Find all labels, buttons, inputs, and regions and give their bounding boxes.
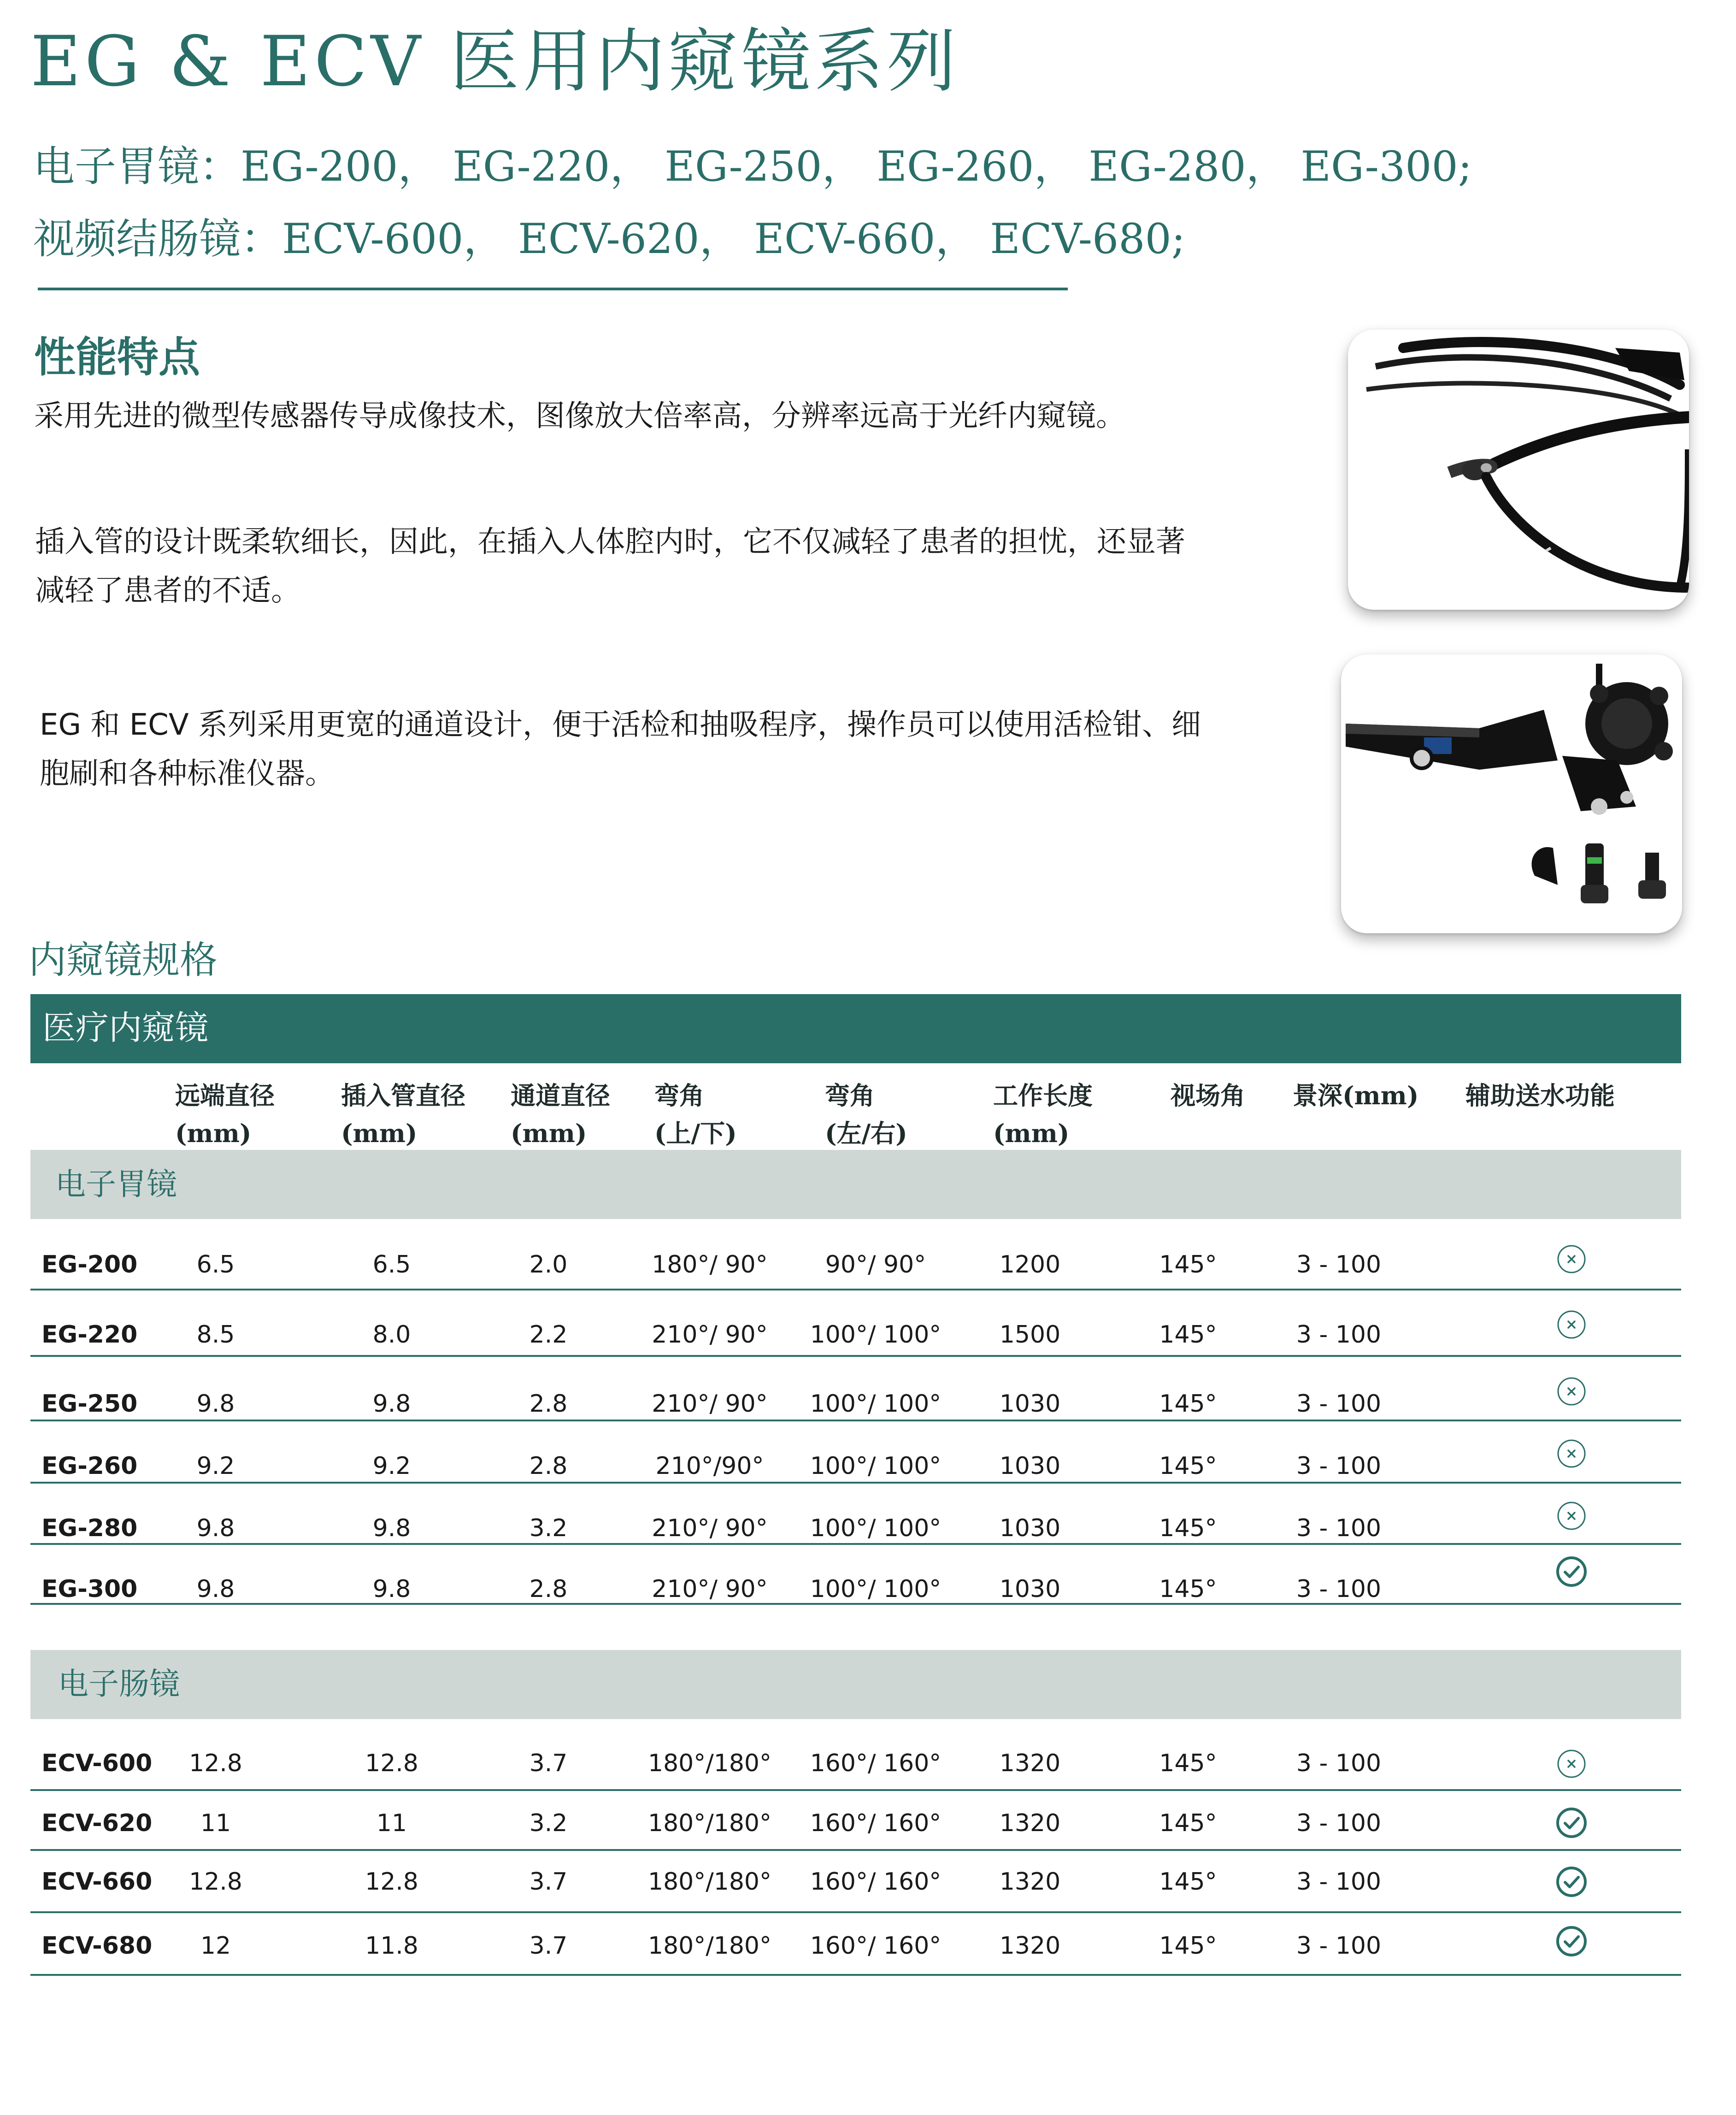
specs-category-label: 医疗内窥镜 xyxy=(42,1008,209,1047)
cell-distal: 9.8 xyxy=(196,1575,235,1603)
cell-fov: 145° xyxy=(1159,1514,1217,1542)
gastroscope-models: 电子胃镜：EG-200， EG-220， EG-250， EG-260， EG-280， EG-300; xyxy=(33,142,1472,191)
row-divider xyxy=(30,1974,1681,1976)
col-header-line-1: 远端直径 xyxy=(175,1081,275,1110)
cell-dof: 3 - 100 xyxy=(1296,1575,1382,1603)
cell-angle-lr: 100°/ 100° xyxy=(810,1390,942,1418)
group-band-gastroscope xyxy=(30,1150,1681,1219)
col-header-line-2: (上/下) xyxy=(654,1119,737,1148)
row-divider xyxy=(30,1603,1681,1605)
cell-insertion: 11.8 xyxy=(365,1932,418,1960)
col-header-angle-left-right xyxy=(825,1077,907,1152)
model-name: EG-220 xyxy=(41,1321,138,1349)
x-circle-icon xyxy=(1555,1243,1588,1275)
cell-angle-ud: 210°/ 90° xyxy=(652,1390,768,1418)
group-label-gastroscope: 电子胃镜 xyxy=(55,1166,177,1202)
cell-fov: 145° xyxy=(1159,1575,1217,1603)
cell-channel: 2.8 xyxy=(529,1575,568,1603)
cell-angle-lr: 90°/ 90° xyxy=(825,1251,926,1278)
col-header-channel-diameter xyxy=(511,1077,610,1152)
cell-length: 1030 xyxy=(999,1452,1061,1480)
cell-insertion: 6.5 xyxy=(372,1251,411,1278)
cell-dof: 3 - 100 xyxy=(1296,1932,1382,1960)
cell-angle-ud: 180°/ 90° xyxy=(652,1251,768,1278)
model-name: EG-300 xyxy=(41,1575,138,1603)
cell-angle-ud: 180°/180° xyxy=(647,1809,772,1837)
model-name: ECV-680 xyxy=(41,1932,153,1960)
cell-distal: 12 xyxy=(200,1932,231,1960)
cell-dof: 3 - 100 xyxy=(1296,1750,1382,1777)
coiled-insertion-tube-illustration xyxy=(1348,330,1689,610)
cell-channel: 3.7 xyxy=(529,1868,568,1896)
cell-angle-ud: 210°/ 90° xyxy=(652,1321,768,1349)
model-name: ECV-660 xyxy=(41,1868,153,1896)
specs-category-bar xyxy=(30,994,1681,1063)
endoscope-coiled-tube-photo xyxy=(1348,330,1689,610)
cell-dof: 3 - 100 xyxy=(1296,1514,1382,1542)
cell-insertion: 9.2 xyxy=(372,1452,411,1480)
col-header-line-2: (mm) xyxy=(175,1119,252,1148)
group-band-colonoscope xyxy=(30,1650,1681,1719)
cell-fov: 145° xyxy=(1159,1809,1217,1837)
cell-distal: 9.2 xyxy=(196,1452,235,1480)
cell-angle-lr: 160°/ 160° xyxy=(810,1809,942,1837)
cell-length: 1320 xyxy=(999,1932,1061,1960)
row-divider xyxy=(30,1289,1681,1290)
col-header-line-2: (mm) xyxy=(341,1119,418,1148)
cell-insertion: 9.8 xyxy=(372,1575,411,1603)
col-header-water-jet xyxy=(1465,1077,1615,1114)
cell-dof: 3 - 100 xyxy=(1296,1321,1382,1349)
cell-distal: 8.5 xyxy=(196,1321,235,1349)
cell-dof: 3 - 100 xyxy=(1296,1452,1382,1480)
cell-length: 1030 xyxy=(999,1514,1061,1542)
cell-angle-lr: 100°/ 100° xyxy=(810,1321,942,1349)
cell-angle-ud: 180°/180° xyxy=(647,1932,772,1960)
cell-channel: 2.0 xyxy=(529,1251,568,1278)
cell-fov: 145° xyxy=(1159,1868,1217,1896)
cell-fov: 145° xyxy=(1159,1750,1217,1777)
cell-dof: 3 - 100 xyxy=(1296,1390,1382,1418)
feature-paragraph-2 xyxy=(35,518,1185,615)
control-handle-illustration xyxy=(1341,654,1682,933)
feature-paragraph-1-line-1: 采用先进的微型传感器传导成像技术，图像放大倍率高，分辨率远高于光纤内窥镜。 xyxy=(34,399,1125,433)
cell-length: 1200 xyxy=(999,1251,1061,1278)
feature-paragraph-2-line-2: 减轻了患者的不适。 xyxy=(35,574,300,608)
row-divider xyxy=(30,1355,1681,1357)
cell-insertion: 9.8 xyxy=(372,1514,411,1542)
cell-angle-lr: 160°/ 160° xyxy=(810,1868,942,1896)
cell-distal: 12.8 xyxy=(189,1868,242,1896)
cell-angle-lr: 100°/ 100° xyxy=(810,1575,942,1603)
cell-insertion: 12.8 xyxy=(365,1750,418,1777)
cell-channel: 3.7 xyxy=(529,1750,568,1777)
col-header-distal-diameter xyxy=(175,1077,275,1152)
x-circle-icon xyxy=(1555,1748,1588,1780)
row-divider xyxy=(30,1849,1681,1851)
cell-insertion: 9.8 xyxy=(372,1390,411,1418)
cell-angle-lr: 100°/ 100° xyxy=(810,1452,942,1480)
cell-length: 1320 xyxy=(999,1868,1061,1896)
cell-dof: 3 - 100 xyxy=(1296,1251,1382,1278)
row-divider xyxy=(30,1482,1681,1484)
cell-fov: 145° xyxy=(1159,1932,1217,1960)
feature-paragraph-3-line-1: EG 和 ECV 系列采用更宽的通道设计，便于活检和抽吸程序，操作员可以使用活检钳、细 xyxy=(40,708,1201,742)
cell-angle-ud: 180°/180° xyxy=(647,1750,772,1777)
col-header-line-1: 弯角 xyxy=(654,1081,704,1110)
col-header-line-1: 辅助送水功能 xyxy=(1465,1081,1615,1110)
check-circle-icon xyxy=(1555,1807,1588,1839)
row-divider xyxy=(30,1420,1681,1421)
cell-fov: 145° xyxy=(1159,1452,1217,1480)
col-header-angle-up-down xyxy=(654,1077,737,1152)
col-header-line-1: 景深(mm) xyxy=(1293,1081,1419,1110)
cell-distal: 9.8 xyxy=(196,1514,235,1542)
cell-fov: 145° xyxy=(1159,1321,1217,1349)
x-circle-icon xyxy=(1555,1375,1588,1408)
col-header-line-1: 插入管直径 xyxy=(341,1081,465,1110)
cell-dof: 3 - 100 xyxy=(1296,1809,1382,1837)
col-header-line-1: 视场角 xyxy=(1171,1081,1245,1110)
feature-paragraph-1 xyxy=(34,392,1125,441)
cell-distal: 6.5 xyxy=(196,1251,235,1278)
cell-angle-ud: 210°/ 90° xyxy=(652,1575,768,1603)
model-name: EG-260 xyxy=(41,1452,138,1480)
cell-angle-lr: 160°/ 160° xyxy=(810,1750,942,1777)
cell-channel: 2.8 xyxy=(529,1390,568,1418)
page-title: EG & ECV 医用内窥镜系列 xyxy=(30,22,960,102)
cell-angle-lr: 160°/ 160° xyxy=(810,1932,942,1960)
cell-channel: 3.2 xyxy=(529,1514,568,1542)
col-header-depth-of-field xyxy=(1293,1077,1418,1114)
cell-channel: 2.2 xyxy=(529,1321,568,1349)
col-header-line-1: 弯角 xyxy=(825,1081,875,1110)
col-header-field-of-view xyxy=(1171,1077,1245,1114)
cell-distal: 12.8 xyxy=(189,1750,242,1777)
cell-distal: 11 xyxy=(200,1809,231,1837)
cell-channel: 3.2 xyxy=(529,1809,568,1837)
cell-angle-ud: 180°/180° xyxy=(647,1868,772,1896)
colonoscope-models: 视频结肠镜：ECV-600， ECV-620， ECV-660， ECV-680; xyxy=(33,215,1186,263)
cell-distal: 9.8 xyxy=(196,1390,235,1418)
cell-insertion: 11 xyxy=(376,1809,407,1837)
cell-length: 1320 xyxy=(999,1750,1061,1777)
check-circle-icon xyxy=(1555,1925,1588,1957)
x-circle-icon xyxy=(1555,1437,1588,1470)
row-divider xyxy=(30,1543,1681,1545)
cell-channel: 2.8 xyxy=(529,1452,568,1480)
feature-paragraph-2-line-1: 插入管的设计既柔软细长，因此，在插入人体腔内时，它不仅减轻了患者的担忧，还显著 xyxy=(35,525,1185,559)
cell-angle-lr: 100°/ 100° xyxy=(810,1514,942,1542)
col-header-line-1: 通道直径 xyxy=(511,1081,610,1110)
col-header-working-length xyxy=(993,1077,1093,1152)
check-circle-icon xyxy=(1555,1866,1588,1898)
row-divider xyxy=(30,1911,1681,1913)
model-name: ECV-600 xyxy=(41,1750,153,1777)
cell-insertion: 8.0 xyxy=(372,1321,411,1349)
col-header-line-2: (左/右) xyxy=(825,1119,907,1148)
cell-length: 1030 xyxy=(999,1390,1061,1418)
group-label-colonoscope: 电子肠镜 xyxy=(58,1666,180,1702)
cell-angle-ud: 210°/ 90° xyxy=(652,1514,768,1542)
cell-dof: 3 - 100 xyxy=(1296,1868,1382,1896)
endoscope-control-handle-photo xyxy=(1341,654,1682,933)
specs-heading: 内窥镜规格 xyxy=(29,938,218,982)
cell-angle-ud: 210°/90° xyxy=(655,1452,764,1480)
cell-fov: 145° xyxy=(1159,1251,1217,1278)
feature-paragraph-3-line-2: 胞刷和各种标准仪器。 xyxy=(40,757,335,791)
col-header-line-2: (mm) xyxy=(511,1119,587,1148)
x-circle-icon xyxy=(1555,1308,1588,1341)
row-divider xyxy=(30,1789,1681,1791)
model-name: EG-200 xyxy=(41,1251,138,1278)
cell-length: 1030 xyxy=(999,1575,1061,1603)
model-name: ECV-620 xyxy=(41,1809,153,1837)
model-name: EG-280 xyxy=(41,1514,138,1542)
check-circle-icon xyxy=(1555,1555,1588,1588)
cell-length: 1500 xyxy=(999,1321,1061,1349)
feature-paragraph-3 xyxy=(40,701,1201,798)
col-header-insertion-diameter xyxy=(341,1077,465,1152)
model-name: EG-250 xyxy=(41,1390,138,1418)
cell-insertion: 12.8 xyxy=(365,1868,418,1896)
col-header-line-1: 工作长度 xyxy=(993,1081,1093,1110)
col-header-line-2: (mm) xyxy=(993,1119,1070,1148)
cell-length: 1320 xyxy=(999,1809,1061,1837)
x-circle-icon xyxy=(1555,1500,1588,1532)
features-heading: 性能特点 xyxy=(34,333,200,382)
header-divider xyxy=(38,288,1068,290)
cell-fov: 145° xyxy=(1159,1390,1217,1418)
cell-channel: 3.7 xyxy=(529,1932,568,1960)
